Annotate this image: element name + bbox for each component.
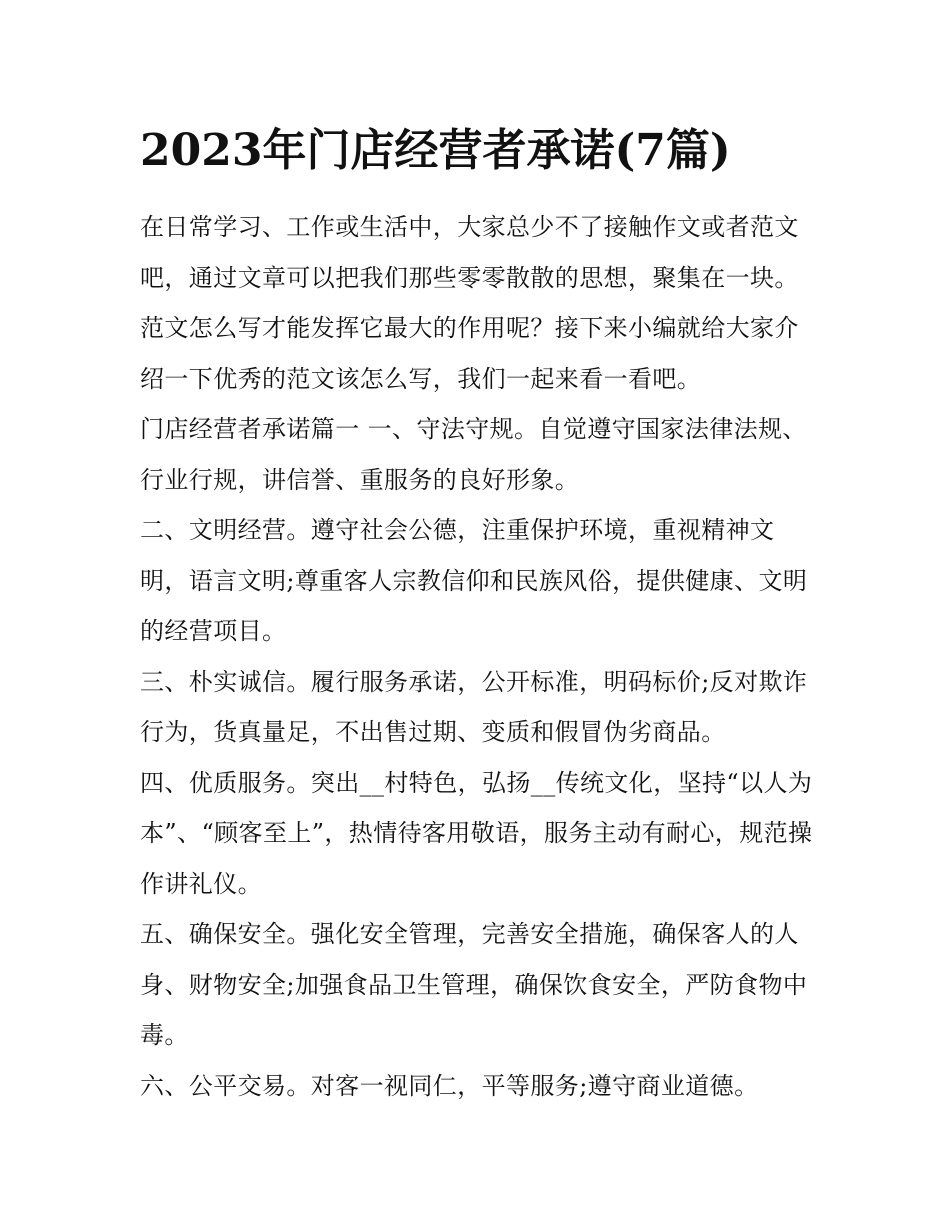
document-body [140, 118, 820, 1111]
paragraph-commitment-2: 二、文明经营。遵守社会公德，注重保护环境，重视精神文明，语言文明;尊重客人宗教信仰和民族风俗，提供健康、文明的经营项目。 [140, 516, 808, 645]
paragraph-commitment-6: 六、公平交易。对客一视同仁，平等服务;遵守商业道德。 [140, 1071, 759, 1100]
paragraph-commitment-5: 五、确保安全。强化安全管理，完善安全措施，确保客人的人身、财物安全;加强食品卫生管理，确保饮食安全，严防食物中毒。 [140, 920, 808, 1049]
document-title: 2023年门店经营者承诺(7篇) [140, 125, 731, 176]
paragraph-intro: 在日常学习、工作或生活中，大家总少不了接触作文或者范文吧，通过文章可以把我们那些零零散散的思想，聚集在一块。范文怎么写才能发挥它最大的作用呢？接下来小编就给大家介绍一下优秀的范文该怎么写，我们一起来看一看吧。 [140, 213, 799, 393]
paragraph-commitment-3: 三、朴实诚信。履行服务承诺，公开标准，明码标价;反对欺诈行为，货真量足，不出售过期、变质和假冒伪劣商品。 [140, 667, 808, 746]
paragraph-commitment-4: 四、优质服务。突出__村特色，弘扬__传统文化，坚持“以人为本”、“顾客至上”，热情待客用敬语，服务主动有耐心，规范操作讲礼仪。 [140, 768, 813, 898]
paragraph-commitment-1: 门店经营者承诺篇一 一、守法守规。自觉遵守国家法律法规、行业行规，讲信誉、重服务的良好形象。 [140, 415, 807, 494]
